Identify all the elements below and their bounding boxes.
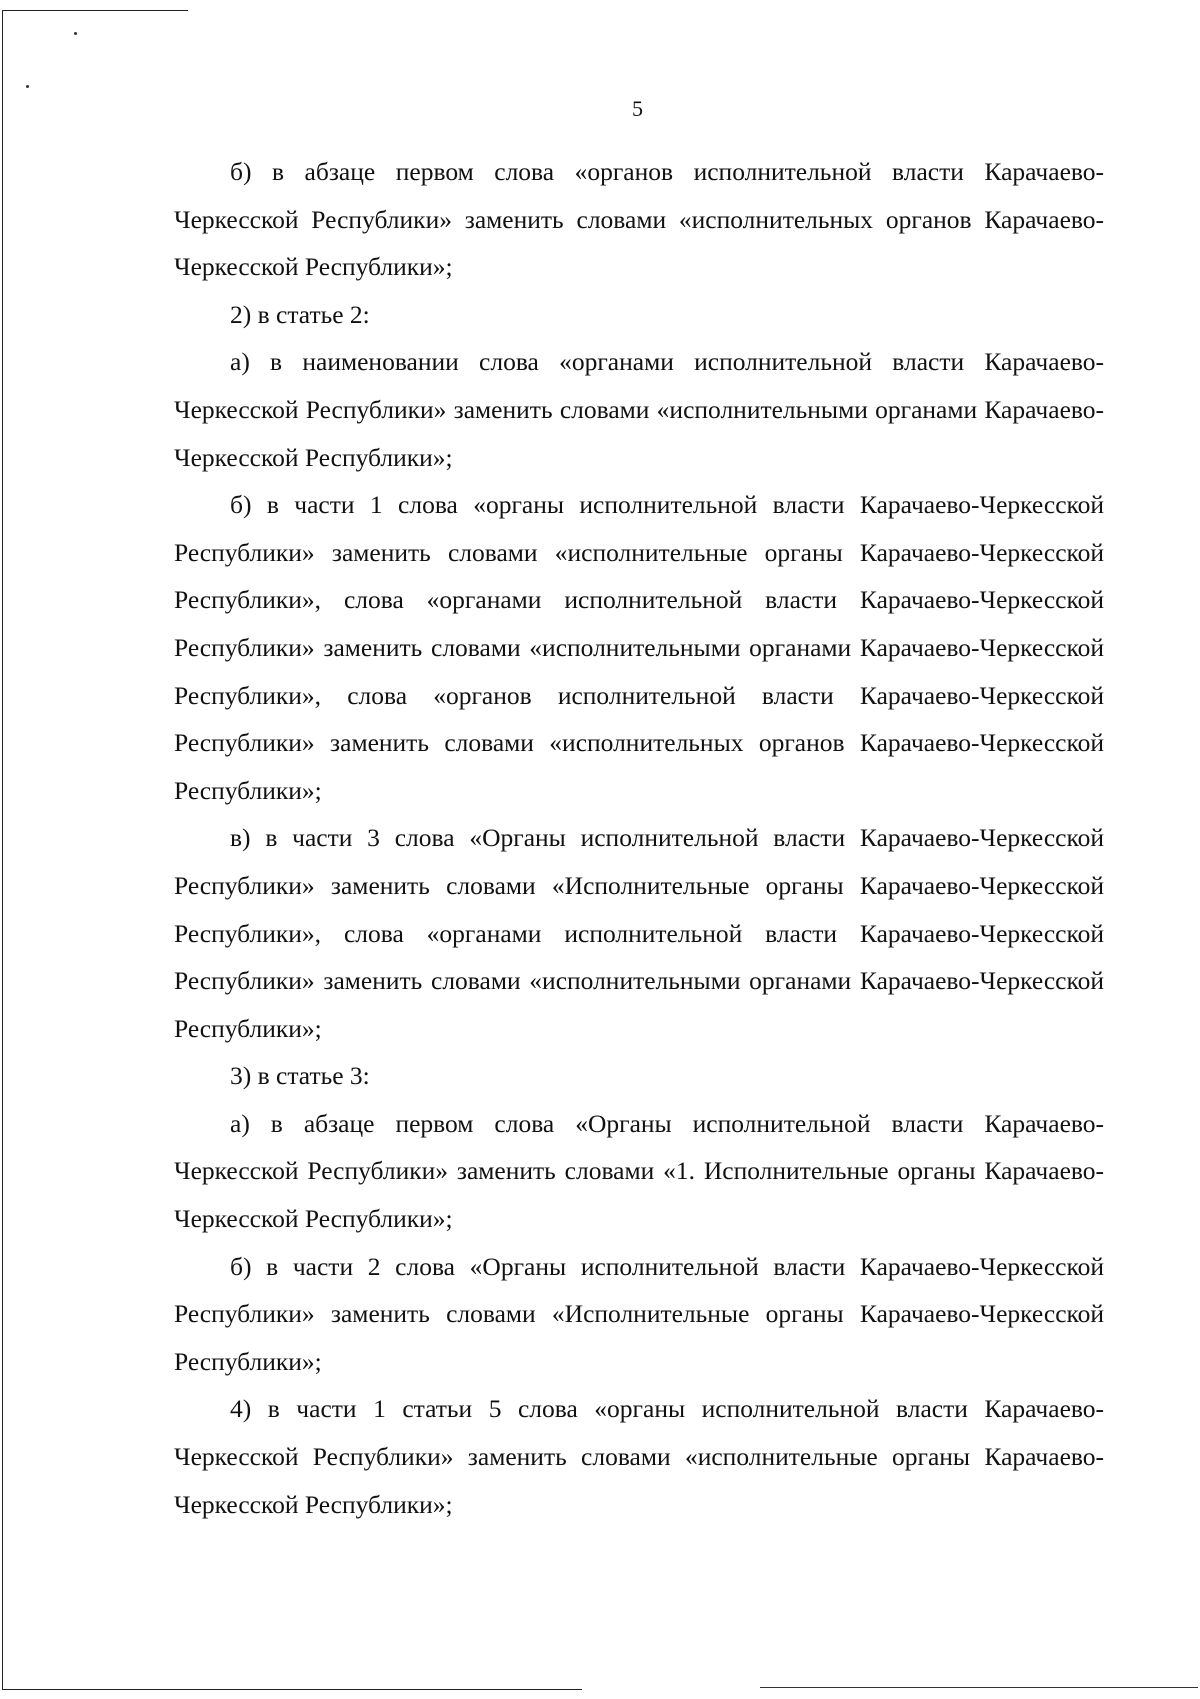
paragraph: а) в абзаце первом слова «Органы исполнительной власти Карачаево-Черкесской Республики» заменить словами «1. Исполнительные органы Карачаево-Черкесской Республики»; — [174, 1108, 1104, 1234]
paragraph: в) в части 3 слова «Органы исполнительной власти Карачаево-Черкесской Республики» заменить словами «Исполнительные органы Карачаево-Черкесской Республики», слова «органами исполнительной власти Карачаево-Черкесской Республики» заменить словами «исполнительными органами Карачаево-Черкесской Республики»; — [174, 823, 1104, 1043]
paragraph-article-heading: 2) в статье 2: — [230, 299, 370, 329]
scan-speck — [74, 32, 77, 35]
paragraph-article-heading: 3) в статье 3: — [230, 1061, 370, 1091]
page-number: 5 — [632, 96, 643, 121]
document-body — [174, 148, 1104, 1528]
scan-border-bottom-left — [2, 1689, 582, 1690]
paragraph: б) в части 1 слова «органы исполнительной власти Карачаево-Черкесской Республики» заменить словами «исполнительные органы Карачаево-Черкесской Республики», слова «органами исполнительной власти Карачаево-Черкесской Республики» заменить словами «исполнительными органами Карачаево-Черкесской Республики», слова «органов исполнительной власти Карачаево-Черкесской Республики» заменить словами «исполнительных органов Карачаево-Черкесской Республики»; — [174, 490, 1104, 805]
paragraph: а) в наименовании слова «органами исполнительной власти Карачаево-Черкесской Республики» заменить словами «исполнительными органами Карачаево-Черкесской Республики»; — [174, 347, 1104, 472]
scan-border-top — [2, 10, 188, 11]
scan-speck — [26, 85, 29, 88]
paragraph: б) в части 2 слова «Органы исполнительной власти Карачаево-Черкесской Республики» заменить словами «Исполнительные органы Карачаево-Черкесской Республики»; — [174, 1251, 1104, 1376]
scan-border-left — [2, 10, 3, 1690]
paragraph: 4) в части 1 статьи 5 слова «органы исполнительной власти Карачаево-Черкесской Республики» заменить словами «исполнительные органы Карачаево-Черкесской Республики»; — [174, 1394, 1104, 1519]
scan-border-bottom-right — [760, 1687, 1198, 1688]
paragraph: б) в абзаце первом слова «органов исполнительной власти Карачаево-Черкесской Республики» заменить словами «исполнительных органов Карачаево-Черкесской Республики»; — [174, 157, 1104, 282]
